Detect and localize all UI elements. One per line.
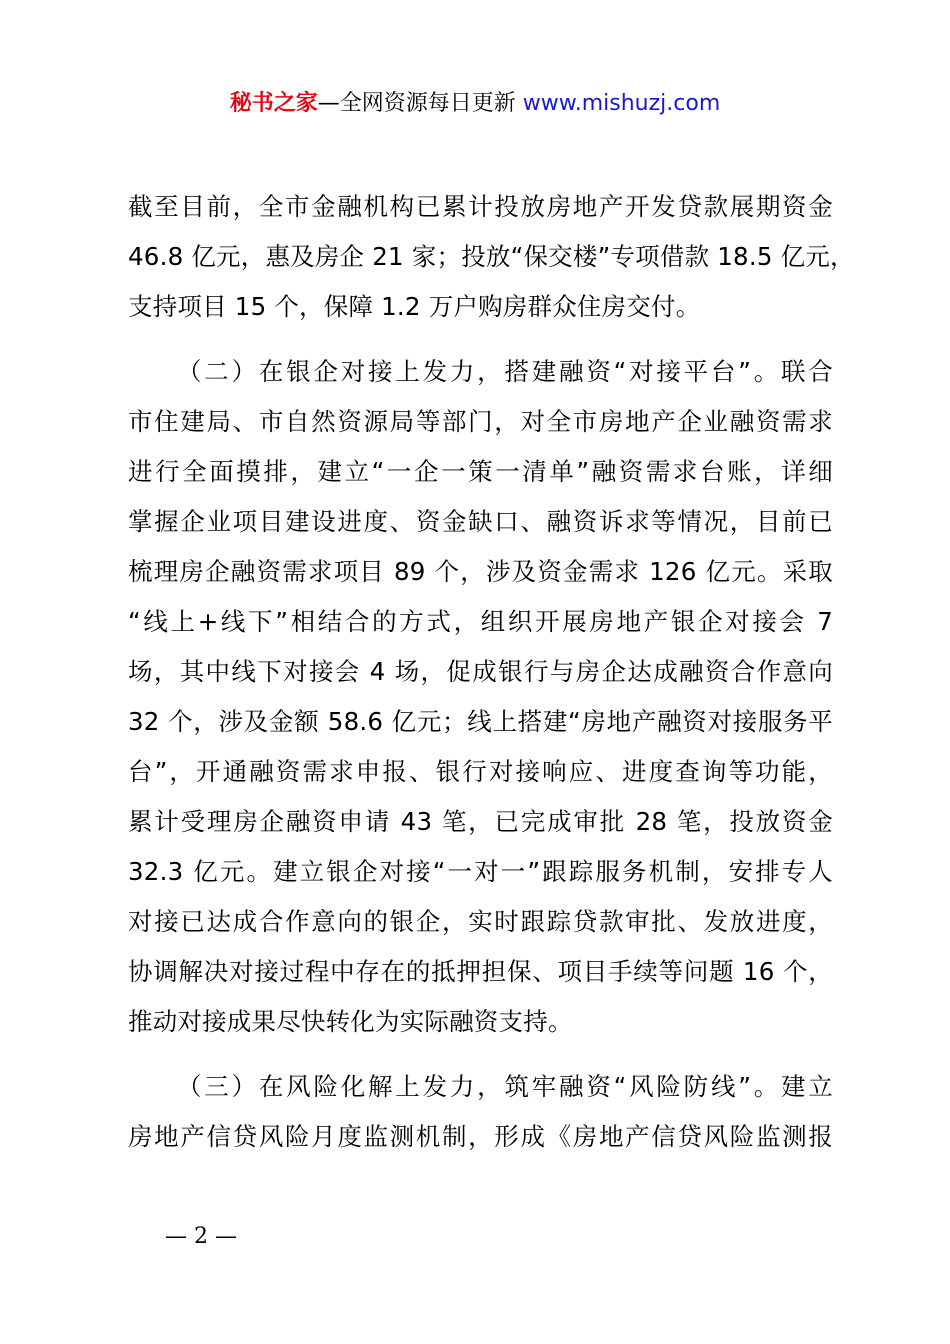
text-line: （二）在银企对接上发力，搭建融资“对接平台”。联合	[177, 357, 833, 386]
text-line: 截至目前，全市金融机构已累计投放房地产开发贷款展期资金	[128, 192, 833, 221]
text-line: 房地产信贷风险月度监测机制，形成《房地产信贷风险监测报	[128, 1122, 833, 1151]
page-number: — 2 —	[165, 1224, 237, 1249]
text-line: 进行全面摸排，建立“一企一策一清单”融资需求台账，详细	[128, 457, 833, 486]
site-url-link[interactable]: www.mishuzj.com	[522, 91, 721, 116]
paragraph-3	[128, 1062, 833, 1162]
text-line: 台”，开通融资需求申报、银行对接响应、进度查询等功能，	[128, 757, 833, 786]
text-line: 支持项目 15 个，保障 1.2 万户购房群众住房交付。	[128, 292, 701, 321]
text-line: 梳理房企融资需求项目 89 个，涉及资金需求 126 亿元。采取	[128, 557, 833, 586]
paragraph-2	[128, 347, 833, 1047]
paragraph-1	[128, 182, 855, 332]
text-line: （三）在风险化解上发力，筑牢融资“风险防线”。建立	[177, 1072, 833, 1101]
document-body	[128, 182, 855, 1162]
text-line: 市住建局、市自然资源局等部门，对全市房地产企业融资需求	[128, 407, 833, 436]
text-line: 场，其中线下对接会 4 场，促成银行与房企达成融资合作意向	[128, 657, 833, 686]
text-line: 对接已达成合作意向的银企，实时跟踪贷款审批、发放进度，	[128, 907, 833, 936]
text-line: 推动对接成果尽快转化为实际融资支持。	[128, 1007, 573, 1036]
text-line: 累计受理房企融资申请 43 笔，已完成审批 28 笔，投放资金	[128, 807, 833, 836]
text-line: 协调解决对接过程中存在的抵押担保、项目手续等问题 16 个，	[128, 957, 833, 986]
text-line: 32 个，涉及金额 58.6 亿元；线上搭建“房地产融资对接服务平	[128, 707, 833, 736]
brand-name: 秘书之家	[229, 91, 318, 116]
header-tagline: —全网资源每日更新	[317, 91, 523, 116]
site-header	[0, 88, 950, 120]
text-line: “线上+线下”相结合的方式，组织开展房地产银企对接会 7	[128, 607, 833, 636]
text-line: 掌握企业项目建设进度、资金缺口、融资诉求等情况，目前已	[128, 507, 833, 536]
text-line: 46.8 亿元，惠及房企 21 家；投放“保交楼”专项借款 18.5 亿元，	[128, 242, 855, 271]
text-line: 32.3 亿元。建立银企对接“一对一”跟踪服务机制，安排专人	[128, 857, 833, 886]
